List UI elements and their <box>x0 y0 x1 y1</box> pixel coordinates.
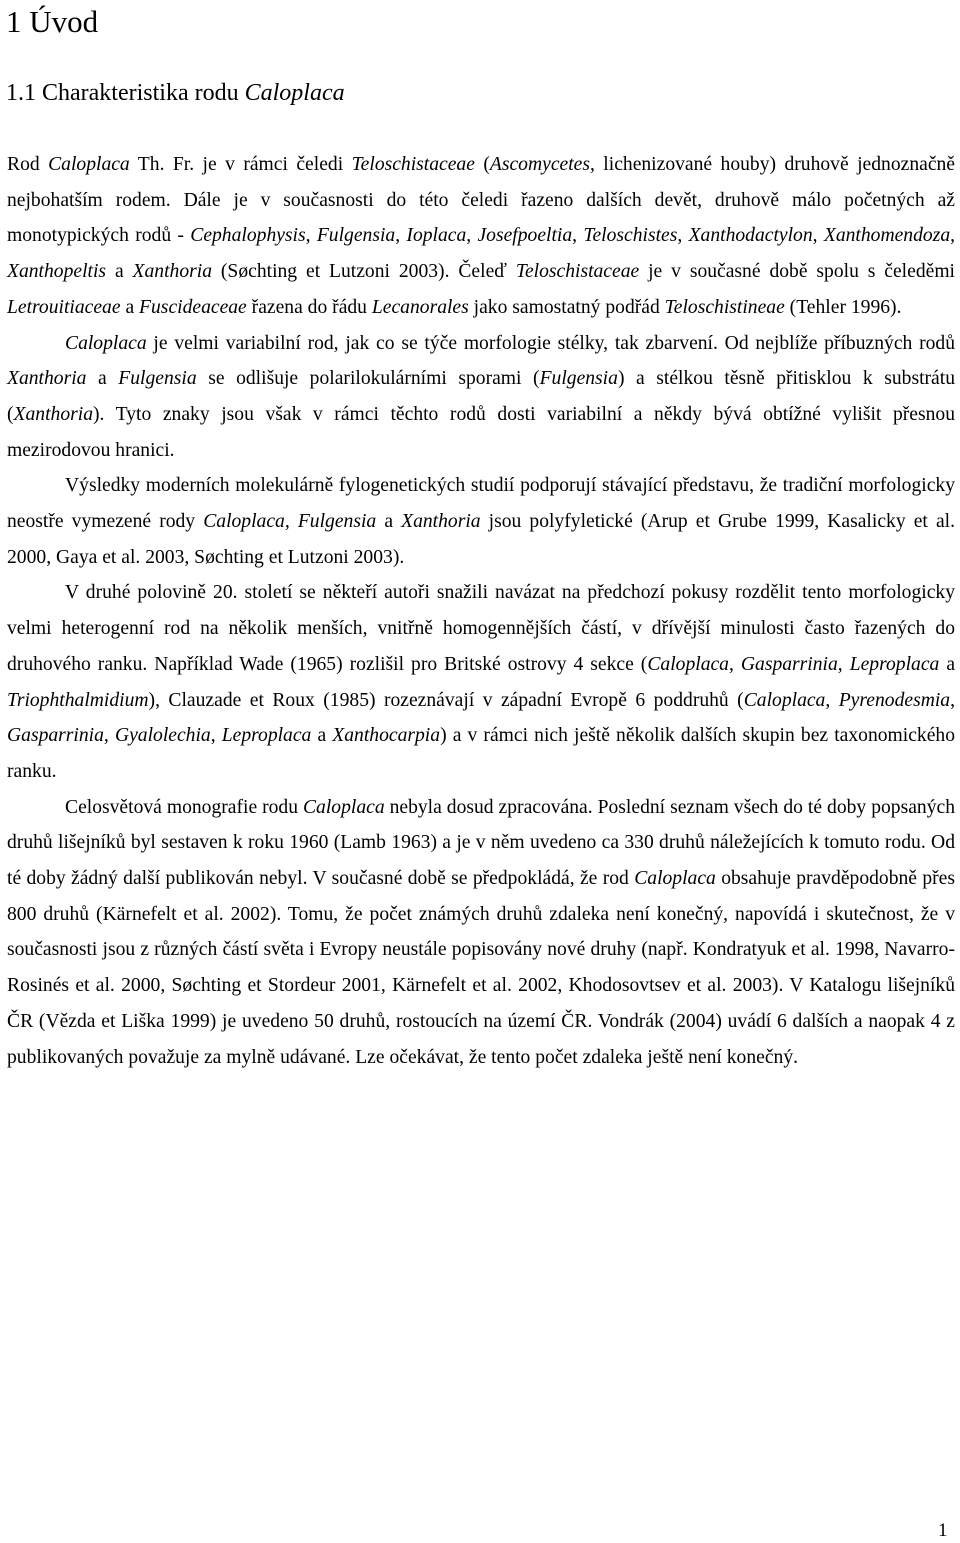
italic-run: Caloplaca <box>65 332 147 354</box>
text-run: , <box>305 225 317 247</box>
italic-run: Xanthoria <box>7 368 87 390</box>
text-run: , <box>284 511 298 533</box>
italic-run: Leproplaca <box>221 725 312 747</box>
text-run: řazena do řádu <box>246 296 372 318</box>
italic-run: Fulgensia <box>297 511 377 533</box>
text-run: a <box>939 653 956 675</box>
italic-run: Ascomycetes <box>489 154 590 175</box>
italic-run: Xanthocarpia <box>332 725 441 747</box>
text-run: V druhé polovině 20. století se někteří autoři snažili navázat na předchozí pokusy rozdělit tento morfologicky velmi heterogenní rod na několik menších, vnitřně homogennějších částí, v dřívější minulosti často řazených do druhového ranku. Například Wade (1965) rozlišil pro Britské ostrovy 4 sekce ( <box>7 582 955 675</box>
text-run: jako samostatný podřád <box>468 296 665 318</box>
italic-run: Cephalophysis <box>190 225 306 247</box>
text-run: ) a v rámci nich ještě několik dalších skupin bez taxonomického ranku. <box>7 725 956 782</box>
italic-run: Caloplaca <box>634 868 716 890</box>
italic-run: Gasparrinia <box>7 725 104 747</box>
text-run: a <box>376 511 402 533</box>
text-run: (Søchting et Lutzoni 2003). Čeleď <box>212 261 516 283</box>
text-run: jsou polyfyletické (Arup et Grube 1999, Kasalicky et al. 2000, Gaya et al. 2003, Søchting et Lutzoni 2003). <box>7 511 955 568</box>
italic-run: Fulgensia <box>316 225 396 247</box>
text-run: , <box>210 725 222 747</box>
text-run: Výsledky moderních molekulárně fylogenetických studií podporují stávající představu, že tradiční morfologicky neostře vymezené rody <box>7 475 955 533</box>
italic-run: Teloschistaceae <box>515 261 640 283</box>
text-run: , <box>825 689 839 711</box>
italic-run: Letrouitiaceae <box>7 296 121 318</box>
paragraph <box>7 147 955 326</box>
italic-run: Teloschistaceae <box>351 154 475 175</box>
text-run: , <box>677 225 689 247</box>
italic-run: Fulgensia <box>539 368 618 390</box>
text-run: Rod <box>7 154 49 175</box>
italic-run: Xanthoria <box>13 403 93 425</box>
italic-run: Gyalolechia <box>114 725 211 747</box>
italic-run: Xanthodactylon <box>688 225 813 247</box>
italic-run: Caloplaca <box>743 689 826 711</box>
italic-run: Fuscideaceae <box>139 296 247 318</box>
chapter-heading: 1 Úvod <box>6 4 99 39</box>
italic-run: Triophthalmidium <box>7 689 149 711</box>
section-heading-genus: Caloplaca <box>244 80 345 106</box>
body-text <box>7 147 955 1075</box>
italic-run: Xanthoria <box>132 261 213 283</box>
italic-run: Caloplaca <box>203 511 285 533</box>
text-run: , <box>466 225 478 247</box>
italic-run: Xanthomendoza <box>823 225 951 247</box>
text-run: a <box>86 368 119 390</box>
text-run: Th. Fr. je v rámci čeledi <box>129 154 352 175</box>
page-number: 1 <box>938 1520 948 1541</box>
paragraph <box>7 326 955 469</box>
italic-run: Fulgensia <box>118 368 197 390</box>
italic-run: Caloplaca <box>48 154 130 175</box>
text-run: , <box>728 653 741 675</box>
text-run: ( <box>474 154 490 175</box>
text-run: , <box>395 225 407 247</box>
text-run: , <box>103 725 115 747</box>
text-run: , <box>950 689 955 711</box>
text-run: ), Clauzade et Roux (1985) rozeznávají v západní Evropě 6 poddruhů ( <box>148 689 744 711</box>
text-run: je v současné době spolu s čeleděmi <box>639 261 956 283</box>
italic-run: Teloschistes <box>583 225 678 247</box>
text-run: a <box>120 296 140 318</box>
paragraph <box>7 575 955 789</box>
text-run: , <box>950 225 956 247</box>
paragraph <box>7 468 955 575</box>
italic-run: Teloschistineae <box>664 296 785 318</box>
text-run: , lichenizované houby) druhově jednoznačně nejbohatším rodem. Dále je v současnosti do této čeledi řazeno dalších devět, druhově málo početných až monotypických rodů - <box>7 154 956 247</box>
italic-run: Josefpoeltia <box>477 225 573 247</box>
italic-run: Leproplaca <box>849 653 940 675</box>
italic-run: Lecanorales <box>371 296 469 318</box>
text-run: je velmi variabilní rod, jak co se týče morfologie stélky, tak zbarvení. Od nejblíže příbuzných rodů <box>146 332 955 354</box>
text-run: se odlišuje polarilokulárními sporami ( <box>196 368 540 390</box>
italic-run: Ioplaca <box>406 225 467 247</box>
italic-run: Pyrenodesmia <box>838 689 951 711</box>
text-run: ). Tyto znaky jsou však v rámci těchto rodů dosti variabilní a někdy bývá obtížné vylišit přesnou mezirodovou hranici. <box>7 403 955 461</box>
text-run: , <box>572 225 584 247</box>
text-run: a <box>311 725 333 747</box>
italic-run: Caloplaca <box>302 796 385 818</box>
italic-run: Xanthopeltis <box>7 261 107 283</box>
text-run: a <box>106 261 133 283</box>
section-heading <box>6 76 345 110</box>
italic-run: Caloplaca <box>647 653 729 675</box>
italic-run: Xanthoria <box>401 511 481 533</box>
text-run: , <box>837 653 850 675</box>
text-run: nebyla dosud zpracována. Poslední seznam všech do té doby popsaných druhů lišejníků byl sestaven k roku 1960 (Lamb 1963) a je v něm uvedeno ca 330 druhů náležejících k tomuto rodu. Od té doby žádný další publikován nebyl. V současné době se předpokládá, že rod <box>7 796 955 890</box>
text-run: , <box>812 225 824 247</box>
italic-run: Gasparrinia <box>740 653 838 675</box>
text-run: (Tehler 1996). <box>784 296 902 318</box>
section-heading-text: 1.1 Charakteristika rodu <box>6 80 245 106</box>
paragraph <box>7 790 955 1076</box>
text-run: obsahuje pravděpodobně přes 800 druhů (Kärnefelt et al. 2002). Tomu, že počet známých druhů zdaleka není konečný, napovídá i skutečnost, že v současnosti jsou z různých částí světa i Evropy neustále popisovány nové druhy (např. Kondratyuk et al. 1998, Navarro-Rosinés et al. 2000, Søchting et Stordeur 2001, Kärnefelt et al. 2002, Khodosovtsev et al. 2003). V Katalogu lišejníků ČR (Vězda et Liška 1999) je uvedeno 50 druhů, rostoucích na území ČR. Vondrák (2004) uvádí 6 dalších a naopak 4 z publikovaných považuje za mylně udávané. Lze očekávat, že tento počet zdaleka ještě není konečný. <box>7 868 955 1068</box>
text-run: ) a stélkou těsně přitisklou k substrátu ( <box>7 368 955 425</box>
text-run: Celosvětová monografie rodu <box>65 796 303 818</box>
